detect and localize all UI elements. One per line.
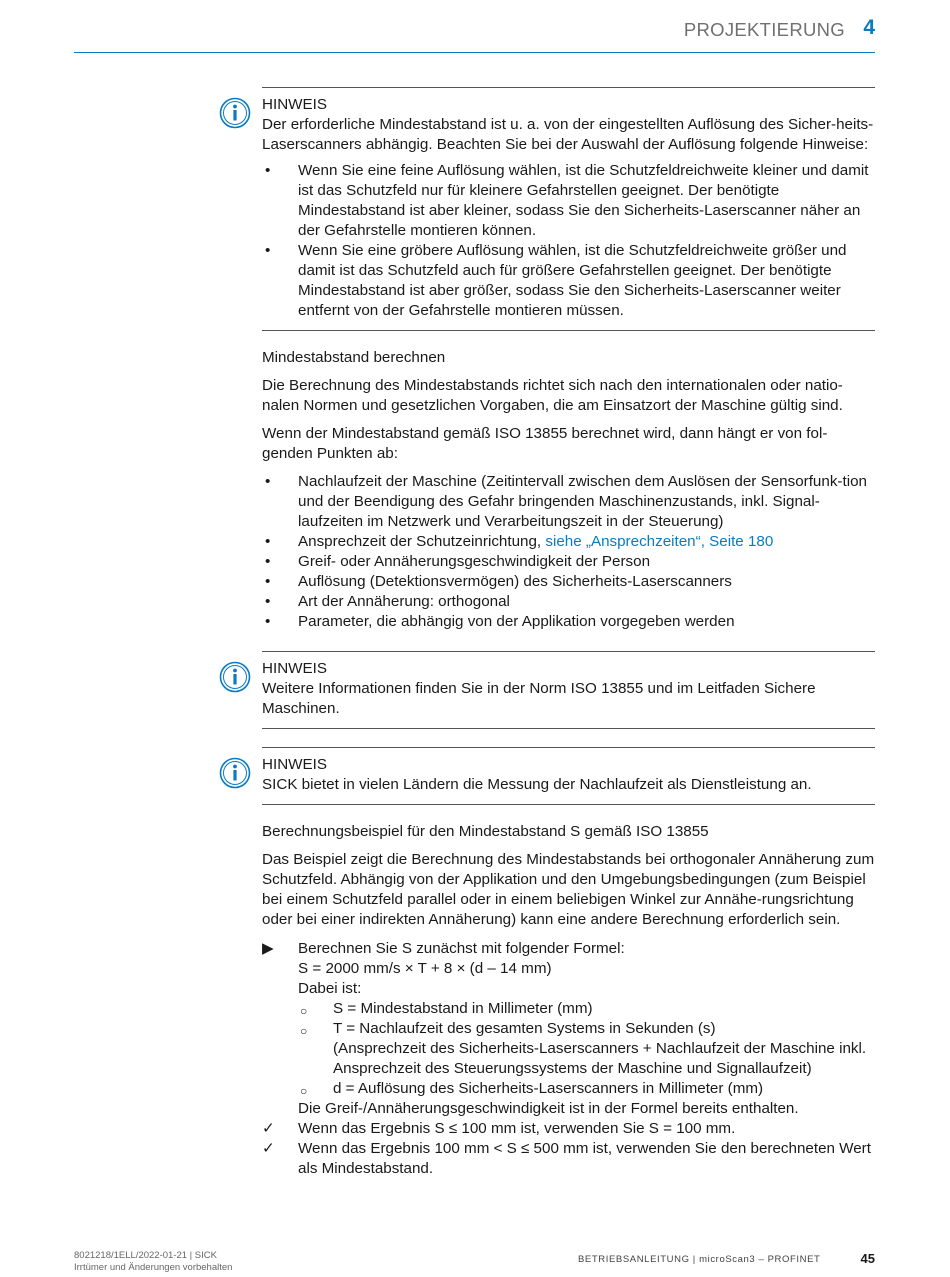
bullet-dot: • [265, 162, 271, 179]
list-item-text: Auflösung (Detektionsvermögen) des Sicherheits-Laserscanners [298, 573, 732, 590]
variable-item [298, 999, 875, 1019]
result-item [262, 1119, 875, 1139]
variable-text: T = Nachlaufzeit des gesamten Systems in Sekunden (s) [333, 1020, 716, 1037]
formula: S = 2000 mm/s × T + 8 × (d – 14 mm) [298, 960, 552, 977]
list-item [262, 472, 875, 532]
variable-list [298, 999, 875, 1099]
list-item [262, 532, 875, 552]
main-content [262, 87, 875, 1179]
list-item [262, 552, 875, 572]
included-note: Die Greif-/Annäherungsgeschwindigkeit ist in der Formel bereits enthalten. [298, 1100, 799, 1117]
note-heading: HINWEIS [262, 660, 327, 677]
variable-detail: (Ansprechzeit des Sicherheits-Laserscanners + Nachlaufzeit der Maschine inkl. Ansprechzeit des Steuerungssystems der Maschine und Signallaufzeit) [333, 1040, 867, 1077]
check-icon: ✓ [262, 1140, 275, 1157]
calculation-steps [262, 939, 875, 1179]
note-bullet-list [262, 161, 875, 321]
result-text: Wenn das Ergebnis 100 mm < S ≤ 500 mm ist, verwenden Sie den berechneten Wert als Mindestabstand. [298, 1140, 871, 1177]
circle-bullet-icon: ○ [300, 1024, 308, 1038]
variable-text: S = Mindestabstand in Millimeter (mm) [333, 1000, 593, 1017]
paragraph: Wenn der Mindestabstand gemäß ISO 13855 berechnet wird, dann hängt er von fol-genden Punkten ab: [262, 425, 828, 462]
section-heading-example: Berechnungsbeispiel für den Mindestabstand S gemäß ISO 13855 [262, 823, 709, 840]
info-circle-icon [219, 97, 251, 129]
circle-bullet-icon: ○ [300, 1004, 308, 1018]
page-header [74, 18, 875, 42]
where-label: Dabei ist: [298, 980, 362, 997]
list-item-text: Nachlaufzeit der Maschine (Zeitintervall zwischen dem Auslösen der Sensorfunk-tion und der Beendigung des Gefahr bringenden Maschinenzustands, inkl. Signal-laufzeiten im Netzwerk und Verarbeitungszeit in der Steuerung) [298, 473, 867, 530]
note-sick-service [262, 747, 875, 805]
note-text: Weitere Informationen finden Sie in der Norm ISO 13855 und im Leitfaden Sichere Maschinen. [262, 680, 816, 717]
footer-doc-info [74, 1250, 232, 1274]
header-divider [74, 52, 875, 53]
page-number: 45 [860, 1251, 875, 1266]
result-item [262, 1139, 875, 1179]
list-item [262, 592, 875, 612]
paragraph: Die Berechnung des Mindestabstands richtet sich nach den internationalen oder natio-nalen Normen und gesetzlichen Vorgaben, die am Einsatzort der Maschine gültig sind. [262, 377, 843, 414]
list-item [262, 241, 875, 321]
list-item-text: Wenn Sie eine gröbere Auflösung wählen, ist die Schutzfeldreichweite größer und damit ist das Schutzfeld auch für größere Gefahrstellen geeignet. Der benötigte Mindestabstand ist aber größer, sodass Sie den Sicherheits-Laserscanner weiter entfernt von der Gefahrstelle montieren müssen. [298, 242, 847, 319]
list-item-text: Wenn Sie eine feine Auflösung wählen, ist die Schutzfeldreichweite kleiner und damit ist das Schutzfeld nur für kleinere Gefahrstellen geeignet. Der benötigte Mindestabstand ist aber kleiner, sodass Sie den Sicherheits-Laserscanner näher an der Gefahrstelle montieren können. [298, 162, 869, 239]
header-section-title: PROJEKTIERUNG [683, 19, 845, 40]
footer-doc-id: 8021218/1ELL/2022-01-21 | SICK [74, 1250, 217, 1261]
header-chapter-number: 4 [863, 16, 875, 39]
list-item [262, 572, 875, 592]
footer-disclaimer: Irrtümer und Änderungen vorbehalten [74, 1262, 233, 1273]
bullet-dot: • [265, 242, 271, 259]
note-text: Der erforderliche Mindestabstand ist u. a. von der eingestellten Auflösung des Sicher-heits-Laserscanners abhängig. Beachten Sie bei der Auswahl der Auflösung folgende Hinweise: [262, 116, 874, 153]
play-arrow-icon: ▶ [262, 940, 274, 957]
bullet-dot: • [265, 613, 271, 630]
bullet-dot: • [265, 573, 271, 590]
list-item [262, 161, 875, 241]
list-item-text: Greif- oder Annäherungsgeschwindigkeit der Person [298, 553, 651, 570]
list-item-text: Parameter, die abhängig von der Applikation vorgegeben werden [298, 613, 735, 630]
variable-text: d = Auflösung des Sicherheits-Laserscanners in Millimeter (mm) [333, 1080, 764, 1097]
bullet-dot: • [265, 473, 271, 490]
list-item-text: Ansprechzeit der Schutzeinrichtung, [298, 533, 546, 550]
section-heading-mindestabstand: Mindestabstand berechnen [262, 349, 446, 366]
info-circle-icon [219, 757, 251, 789]
factor-list [262, 472, 875, 632]
footer-manual-title: BETRIEBSANLEITUNG | microScan3 – PROFINET [578, 1254, 821, 1265]
bullet-dot: • [265, 553, 271, 570]
step-intro: Berechnen Sie S zunächst mit folgender Formel: [298, 940, 625, 957]
variable-item [298, 1079, 875, 1099]
paragraph: Das Beispiel zeigt die Berechnung des Mindestabstands bei orthogonaler Annäherung zum Schutzfeld. Abhängig von der Applikation und den Umgebungsbedingungen (zum Beispiel bei einem Schutzfeld parallel oder in einem beliebigen Winkel zur Annähe-rungsrichtung oder bei einer indirekten Annäherung) kann eine andere Berechnung erforderlich sein. [262, 851, 875, 928]
circle-bullet-icon: ○ [300, 1084, 308, 1098]
step-item [262, 939, 875, 1119]
bullet-dot: • [265, 533, 271, 550]
note-text: SICK bietet in vielen Ländern die Messung der Nachlaufzeit als Dienstleistung an. [262, 776, 812, 793]
note-heading: HINWEIS [262, 96, 327, 113]
list-item [262, 612, 875, 632]
bullet-dot: • [265, 593, 271, 610]
list-item-text: Art der Annäherung: orthogonal [298, 593, 510, 610]
note-iso-13855 [262, 651, 875, 729]
result-text: Wenn das Ergebnis S ≤ 100 mm ist, verwenden Sie S = 100 mm. [298, 1120, 736, 1137]
response-times-link[interactable]: siehe „Ansprechzeiten“, Seite 180 [545, 533, 774, 550]
check-icon: ✓ [262, 1120, 275, 1137]
info-circle-icon [219, 661, 251, 693]
note-resolution [262, 87, 875, 331]
variable-item [298, 1019, 875, 1079]
note-heading: HINWEIS [262, 756, 327, 773]
